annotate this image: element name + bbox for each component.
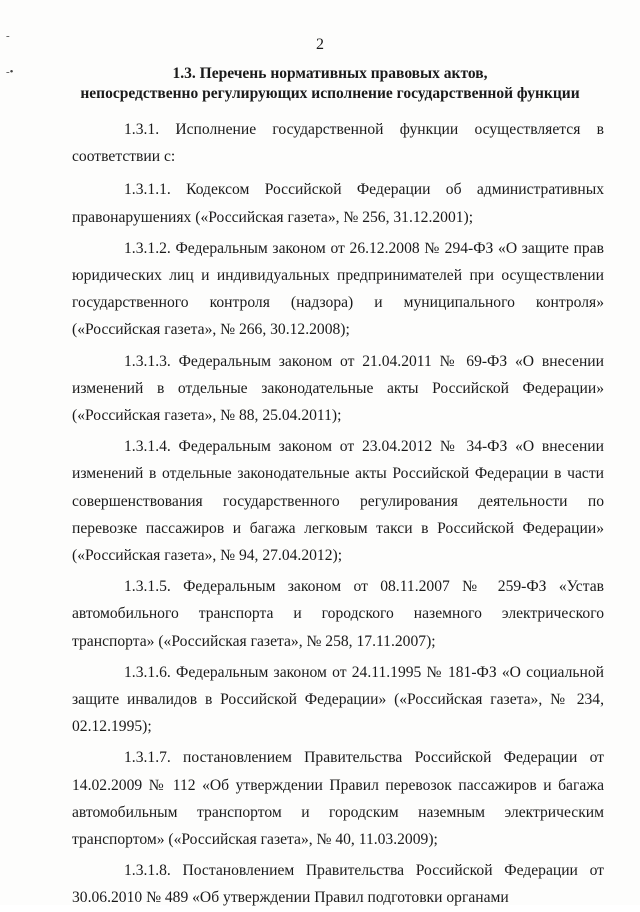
paragraph-1-3-1-6: 1.3.1.6. Федеральным законом от 24.11.1995 № 181-ФЗ «О социальной защите инвалидов в Российской Федерации» («Российская газета», № 234, 02.12.1995); bbox=[72, 663, 604, 736]
section-heading bbox=[60, 64, 600, 104]
page-number: 2 bbox=[316, 36, 324, 53]
margin-mark: - bbox=[6, 30, 10, 42]
margin-mark: -• bbox=[6, 66, 14, 78]
paragraph-1-3-1-3: 1.3.1.3. Федеральным законом от 21.04.2011 № 69-ФЗ «О внесении изменений в отдельные законодательные акты Российской Федерации» («Российская газета», № 88, 25.04.2011); bbox=[72, 352, 604, 425]
paragraph-1-3-1-1: 1.3.1.1. Кодексом Российской Федерации об административных правонарушениях («Российская газета», № 256, 31.12.2001); bbox=[72, 181, 604, 226]
document-body bbox=[72, 116, 604, 912]
paragraph-1-3-1-4: 1.3.1.4. Федеральным законом от 23.04.2012 № 34-ФЗ «О внесении изменений в отдельные законодательные акты Российской Федерации в части совершенствования государственного регулирования деятельности по перевозке пассажиров и багажа легковым такси в Российской Федерации» («Российская газета», № 94, 27.04.2012); bbox=[72, 438, 604, 565]
section-heading-line-2: непосредственно регулирующих исполнение государственной функции bbox=[80, 85, 580, 102]
paragraph-1-3-1-5: 1.3.1.5. Федеральным законом от 08.11.2007 № 259-ФЗ «Устав автомобильного транспорта и городского наземного электрического транспорта» («Российская газета», № 258, 17.11.2007); bbox=[72, 578, 604, 650]
paragraph-1-3-1-2: 1.3.1.2. Федеральным законом от 26.12.2008 № 294-ФЗ «О защите прав юридических лиц и индивидуальных предпринимателей при осуществлении государственного контроля (надзора) и муниципального контроля» («Российская газета», № 266, 30.12.2008); bbox=[72, 239, 604, 339]
paragraph-1-3-1: 1.3.1. Исполнение государственной функции осуществляется в соответствии с: bbox=[72, 121, 604, 166]
paragraph-1-3-1-7: 1.3.1.7. постановлением Правительства Российской Федерации от 14.02.2009 № 112 «Об утверждении Правил перевозок пассажиров и багажа автомобильным транспортом и городским наземным электрическим транспортом» («Российская газета», № 40, 11.03.2009); bbox=[72, 749, 604, 849]
section-heading-line-1: 1.3. Перечень нормативных правовых актов, bbox=[172, 65, 488, 82]
paragraph-1-3-1-8: 1.3.1.8. Постановлением Правительства Российской Федерации от 30.06.2010 № 489 «Об утверждении Правил подготовки органами bbox=[72, 862, 604, 907]
